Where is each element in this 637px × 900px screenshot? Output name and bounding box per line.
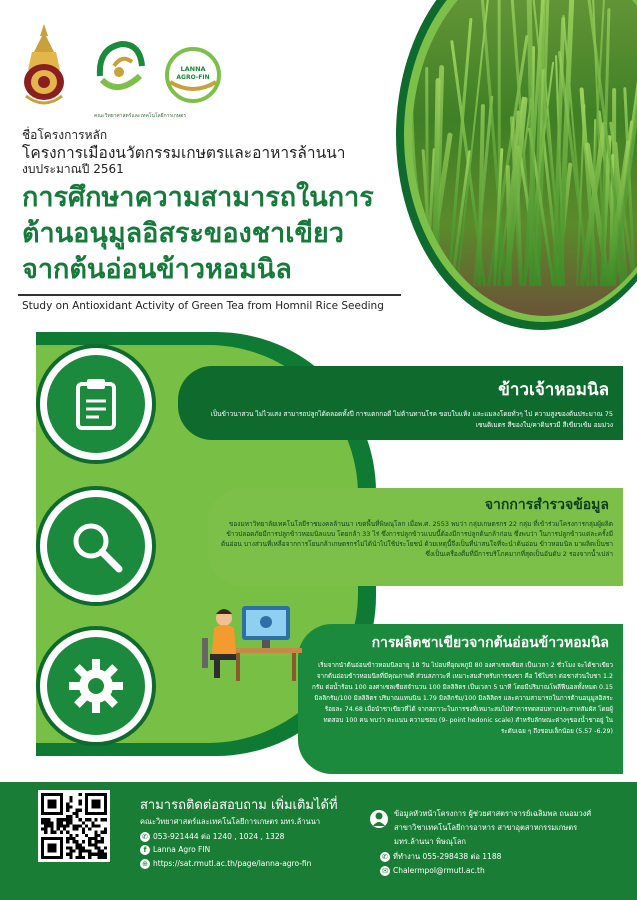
section-2-heading: จากการสำรวจข้อมูล (484, 497, 609, 513)
title-divider (18, 294, 401, 296)
faculty-logo (88, 36, 150, 108)
page-title (22, 180, 412, 288)
leader-department: สาขาวิชาเทคโนโลยีการอาหาร สาขาอุตสาหกรรมเกษตร (394, 823, 578, 832)
email-icon: ✉ (380, 866, 390, 876)
section-1-body: เป็นข้าวนาสวน ไม่ไวแสง สามารถปลูกได้ตลอดทั้งปี การแตกกอดี ไม่ต้านทานโรค ขอบใบแห้ง และแมลงโดยทั่วๆ ไป ความสูงของต้นประมาณ 75 เซนติเมตร สีของใบ/คาดินรวมี สีเขียวเข้ม อมม่วง (210, 410, 613, 429)
leader-phone-row (380, 851, 501, 863)
person-icon (370, 810, 388, 828)
project-label: ชื่อโครงการหลัก (22, 128, 108, 142)
svg-text:AGRO-FIN: AGRO-FIN (176, 74, 210, 81)
clipboard-icon (69, 377, 123, 431)
web-icon: ⊕ (140, 859, 150, 869)
contact-facebook[interactable]: Lanna Agro FIN (153, 845, 211, 854)
gear-icon (69, 659, 123, 713)
budget-year: งบประมาณปี 2561 (22, 162, 124, 176)
section-3-circle (40, 630, 152, 742)
section-production (298, 624, 623, 774)
phone-icon: ✆ (140, 832, 150, 842)
section-3-heading: การผลิตชาเขียวจากต้นอ่อนข้าวหอมนิล (371, 635, 609, 651)
section-rice-variety (178, 366, 623, 440)
section-3-body: เริ่มจากนำต้นอ่อนข้าวหอมนิลอายุ 18 วัน ไปอบที่อุณหภูมิ 80 องศาเซลเซียส เป็นเวลา 2 ชั่วโมง จะได้ชาเขียว จากต้นอ่อนข้าวหอมนิลที่มีคุณภาพดี ส่วนสภาวะที่ เหมาะสมสำหรับการชงชา คือ ใช้ใบชา ต่อชาส่วนใบชา 1.2 กรัม ต่อน้ำร้อน 100 องศาเซลเซียสจำนวน 100 มิลลิลิตร เป็นเวลา 5 นาที โดยมีปริมาณโพลีฟีนอลทั้งหมด 0.15 มิลลิกรัม/100 มิลลิลิตร ปริมาณแทนนิน 1.79 มิลลิกรัม/100 มิลลิลิตร และความสามารถในการต้านอนุมูลอิสระร้อยละ 74.68 เมื่อนำชาเขียวที่ได้ จากสภาวะในการชงที่เหมาะสมไปทำการทดสอบทางประสาทสัมผัส โดยผู้ทดสอบ 100 คน พบว่า คะแนน ความชอบ (9- point hedonic scale) สำหรับลักษณะต่างๆของน้ำชาอยู่ ในระดับเฉย ๆ ถึงชอบเล็กน้อย (5.57 -6.29) (312, 662, 613, 735)
contact-facebook-row[interactable] (140, 845, 210, 855)
svg-text:LANNA: LANNA (180, 65, 206, 73)
qr-code-image (41, 793, 107, 859)
contact-phone-row (140, 831, 284, 843)
faculty-logo-caption: คณะวิทยาศาสตร์และเทคโนโลยีการเกษตร (94, 113, 187, 119)
section-survey (208, 488, 623, 586)
contact-website-row[interactable] (140, 859, 311, 869)
qr-code[interactable] (38, 790, 110, 862)
search-icon (69, 519, 123, 573)
title-line-2: ต้านอนุมูลอิสระของชาเขียว (22, 218, 344, 249)
researcher-at-computer-illustration (202, 598, 306, 682)
contact-website[interactable]: https://sat.rmutl.ac.th/page/lanna-agro-fin (153, 859, 312, 868)
section-2-circle (40, 490, 152, 602)
logo-group (18, 22, 228, 119)
phone-icon: ✆ (380, 852, 390, 862)
section-1-circle (40, 348, 152, 460)
section-1-heading: ข้าวเจ้าหอมนิล (498, 380, 609, 400)
leader-phone: ที่ทำงาน 055-298438 ต่อ 1188 (393, 852, 502, 861)
title-line-3: จากต้นอ่อนข้าวหอมนิล (22, 254, 292, 285)
contact-phone: 053-921444 ต่อ 1240 , 1024 , 1328 (153, 832, 285, 841)
facebook-icon: f (140, 845, 150, 855)
english-title: Study on Antioxidant Activity of Green Tea from Homnil Rice Seeding (22, 300, 384, 312)
title-line-1: การศึกษาความสามารถในการ (22, 182, 374, 213)
contact-heading: สามารถติดต่อสอบถาม เพิ่มเติมได้ที่ (140, 798, 338, 813)
section-2-body: ของมหาวิทยาลัยเทคโนโลยีราชมงคลล้านนา เขตพื้นที่พิษณุโลก เมื่อพ.ศ. 2553 พบว่า กลุ่มเกษตรกร 22 กลุ่ม ที่เข้าร่วมโครงการกลุ่มผู้ผลิตข้าวปลอดภัยมีการปลูกข้าวหอมนิลแบบ โดยกล้า 33 ไร่ ซึ่งการปลูกข้าวแบบนี้ต้องมีการปลูกต้นกล้าก่อน ซึ่งพบว่า ในการปลูกข้าวแต่ละครั้งมีต้นอ่อน บางส่วนที่เหลือจากการโยนกล้าเกษตรกรไม่ได้นำไปใช้ประโยชน์ ด้วยเหตุนี้จึงเป็นที่น่าสนใจที่จะนำต้นอ่อน ข้าวหอมนิล มาผลิตเป็นชาซึ่งเป็นเครื่องดื่มที่มีการบริโภคมากที่สุดเป็นอันดับ 2 รองจากน้ำเปล่า (220, 520, 613, 558)
project-name: โครงการเมืองนวัตกรรมเกษตรและอาหารล้านนา (22, 144, 346, 162)
leader-campus: มทร.ล้านนา พิษณุโลก (394, 837, 466, 846)
contact-organization: คณะวิทยาศาสตร์และเทคโนโลยีการเกษตร มทร.ล้านนา (140, 817, 321, 826)
leader-name: ข้อมูลหัวหน้าโครงการ ผู้ช่วยศาสตราจารย์เฉลิมพล ถนอมวงศ์ (394, 809, 592, 818)
leader-email[interactable]: Chalermpol@rmutl.ac.th (393, 866, 485, 875)
lanna-agro-fin-logo (164, 46, 222, 104)
leader-email-row[interactable] (380, 866, 485, 876)
university-crest-logo (18, 22, 70, 110)
